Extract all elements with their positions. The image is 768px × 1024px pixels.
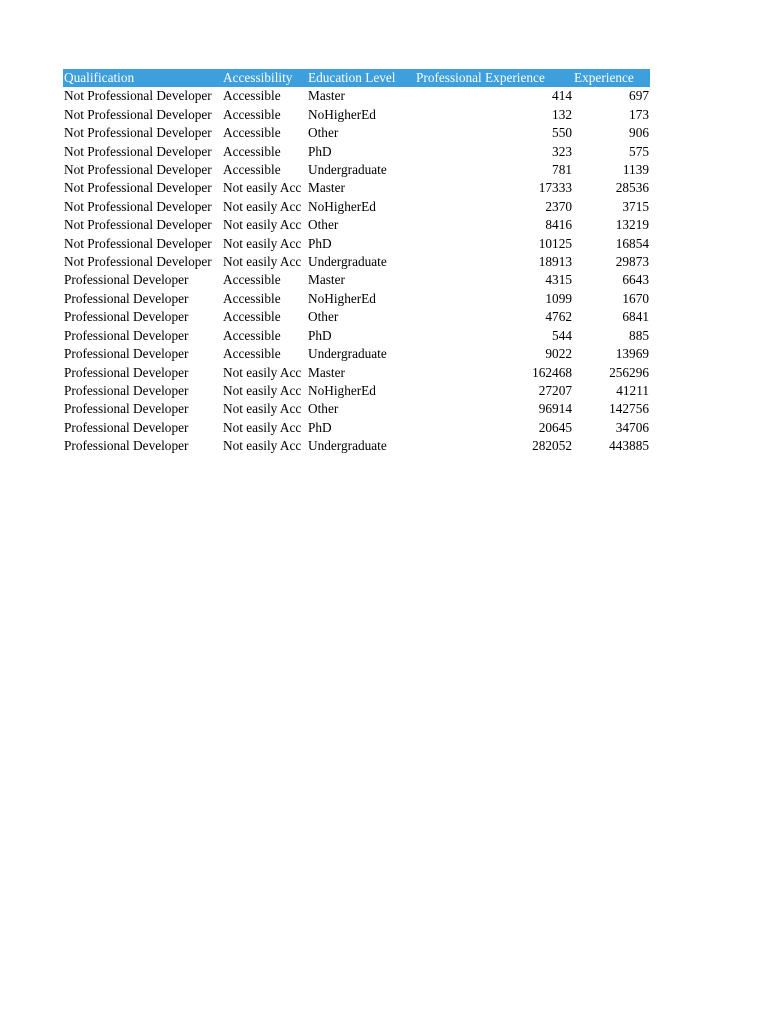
table-row — [63, 345, 650, 363]
cell-experience: 575 — [629, 143, 649, 159]
cell-qualification: Not Professional Developer — [64, 254, 212, 270]
cell-education-level: Undergraduate — [308, 346, 387, 362]
cell-accessibility: Not easily Acc — [223, 235, 302, 251]
cell-education-level: NoHigherEd — [308, 106, 376, 122]
cell-qualification: Not Professional Developer — [64, 88, 212, 104]
cell-qualification: Not Professional Developer — [64, 143, 212, 159]
table-row — [63, 87, 650, 105]
cell-accessibility: Not easily Acc — [223, 217, 302, 233]
cell-experience: 906 — [629, 125, 649, 141]
cell-education-level: PhD — [308, 419, 332, 435]
cell-experience: 13219 — [615, 217, 649, 233]
cell-education-level: PhD — [308, 235, 332, 251]
header-professional-experience: Professional Experience — [415, 69, 573, 87]
cell-accessibility: Accessible — [223, 272, 281, 288]
table-row — [63, 216, 650, 234]
cell-professional-experience: 9022 — [545, 346, 572, 362]
cell-qualification: Professional Developer — [64, 419, 189, 435]
cell-experience: 3715 — [622, 198, 649, 214]
cell-education-level: Master — [308, 88, 345, 104]
cell-experience: 34706 — [615, 419, 649, 435]
table-row — [63, 271, 650, 289]
cell-experience: 29873 — [615, 254, 649, 270]
table-row — [63, 308, 650, 326]
cell-experience: 28536 — [615, 180, 649, 196]
table-row — [63, 179, 650, 197]
cell-education-level: NoHigherEd — [308, 198, 376, 214]
cell-professional-experience: 132 — [552, 106, 572, 122]
cell-professional-experience: 17333 — [538, 180, 572, 196]
cell-experience: 1670 — [622, 290, 649, 306]
data-table — [63, 69, 650, 456]
cell-education-level: Other — [308, 217, 339, 233]
table-row — [63, 364, 650, 382]
cell-professional-experience: 414 — [552, 88, 572, 104]
cell-professional-experience: 18913 — [538, 254, 572, 270]
cell-experience: 16854 — [615, 235, 649, 251]
table-row — [63, 143, 650, 161]
cell-education-level: NoHigherEd — [308, 290, 376, 306]
cell-qualification: Not Professional Developer — [64, 235, 212, 251]
cell-education-level: Undergraduate — [308, 438, 387, 454]
table-header — [63, 69, 650, 87]
table-row — [63, 198, 650, 216]
table-row — [63, 419, 650, 437]
cell-professional-experience: 96914 — [538, 401, 572, 417]
cell-accessibility: Not easily Acc — [223, 198, 302, 214]
cell-experience: 173 — [629, 106, 649, 122]
header-qualification: Qualification — [63, 69, 222, 87]
cell-professional-experience: 1099 — [545, 290, 572, 306]
cell-experience: 697 — [629, 88, 649, 104]
cell-professional-experience: 544 — [552, 327, 572, 343]
cell-education-level: NoHigherEd — [308, 382, 376, 398]
cell-professional-experience: 781 — [552, 162, 572, 178]
table-row — [63, 437, 650, 455]
cell-qualification: Professional Developer — [64, 272, 189, 288]
cell-experience: 256296 — [609, 364, 649, 380]
cell-experience: 443885 — [609, 438, 649, 454]
cell-education-level: Undergraduate — [308, 254, 387, 270]
cell-qualification: Professional Developer — [64, 346, 189, 362]
cell-accessibility: Accessible — [223, 162, 281, 178]
table-row — [63, 290, 650, 308]
cell-education-level: PhD — [308, 327, 332, 343]
cell-education-level: Undergraduate — [308, 162, 387, 178]
cell-qualification: Professional Developer — [64, 290, 189, 306]
cell-professional-experience: 323 — [552, 143, 572, 159]
cell-qualification: Professional Developer — [64, 438, 189, 454]
cell-qualification: Professional Developer — [64, 401, 189, 417]
cell-education-level: Master — [308, 180, 345, 196]
cell-professional-experience: 282052 — [532, 438, 572, 454]
cell-accessibility: Accessible — [223, 346, 281, 362]
cell-qualification: Not Professional Developer — [64, 106, 212, 122]
cell-accessibility: Not easily Acc — [223, 254, 302, 270]
cell-qualification: Not Professional Developer — [64, 198, 212, 214]
cell-education-level: Other — [308, 401, 339, 417]
cell-accessibility: Not easily Acc — [223, 438, 302, 454]
header-education-level: Education Level — [307, 69, 415, 87]
cell-experience: 13969 — [615, 346, 649, 362]
cell-accessibility: Accessible — [223, 143, 281, 159]
table-row — [63, 106, 650, 124]
cell-education-level: Master — [308, 272, 345, 288]
cell-professional-experience: 8416 — [545, 217, 572, 233]
cell-experience: 6841 — [622, 309, 649, 325]
table-body — [63, 87, 650, 455]
cell-qualification: Not Professional Developer — [64, 217, 212, 233]
header-experience: Experience — [573, 69, 650, 87]
cell-accessibility: Not easily Acc — [223, 419, 302, 435]
cell-accessibility: Not easily Acc — [223, 401, 302, 417]
cell-accessibility: Accessible — [223, 106, 281, 122]
cell-accessibility: Accessible — [223, 309, 281, 325]
cell-experience: 142756 — [609, 401, 649, 417]
cell-accessibility: Accessible — [223, 88, 281, 104]
table-row — [63, 161, 650, 179]
header-row — [63, 69, 650, 87]
cell-accessibility: Not easily Acc — [223, 180, 302, 196]
cell-accessibility: Accessible — [223, 125, 281, 141]
table-row — [63, 400, 650, 418]
cell-qualification: Professional Developer — [64, 309, 189, 325]
cell-accessibility: Accessible — [223, 327, 281, 343]
cell-qualification: Professional Developer — [64, 327, 189, 343]
cell-professional-experience: 4762 — [545, 309, 572, 325]
table-row — [63, 124, 650, 142]
cell-education-level: PhD — [308, 143, 332, 159]
cell-qualification: Professional Developer — [64, 364, 189, 380]
cell-qualification: Not Professional Developer — [64, 162, 212, 178]
cell-professional-experience: 20645 — [538, 419, 572, 435]
cell-professional-experience: 162468 — [532, 364, 572, 380]
header-accessibility: Accessibility — [222, 69, 307, 87]
cell-education-level: Master — [308, 364, 345, 380]
table-row — [63, 382, 650, 400]
cell-accessibility: Not easily Acc — [223, 364, 302, 380]
cell-accessibility: Accessible — [223, 290, 281, 306]
cell-professional-experience: 4315 — [545, 272, 572, 288]
cell-education-level: Other — [308, 309, 339, 325]
table-row — [63, 235, 650, 253]
cell-professional-experience: 10125 — [538, 235, 572, 251]
table-row — [63, 253, 650, 271]
cell-education-level: Other — [308, 125, 339, 141]
cell-experience: 41211 — [616, 382, 649, 398]
cell-professional-experience: 2370 — [545, 198, 572, 214]
cell-professional-experience: 27207 — [538, 382, 572, 398]
cell-accessibility: Not easily Acc — [223, 382, 302, 398]
cell-qualification: Not Professional Developer — [64, 125, 212, 141]
table-row — [63, 327, 650, 345]
cell-professional-experience: 550 — [552, 125, 572, 141]
cell-experience: 6643 — [622, 272, 649, 288]
cell-qualification: Not Professional Developer — [64, 180, 212, 196]
cell-experience: 885 — [629, 327, 649, 343]
cell-experience: 1139 — [622, 162, 649, 178]
cell-qualification: Professional Developer — [64, 382, 189, 398]
